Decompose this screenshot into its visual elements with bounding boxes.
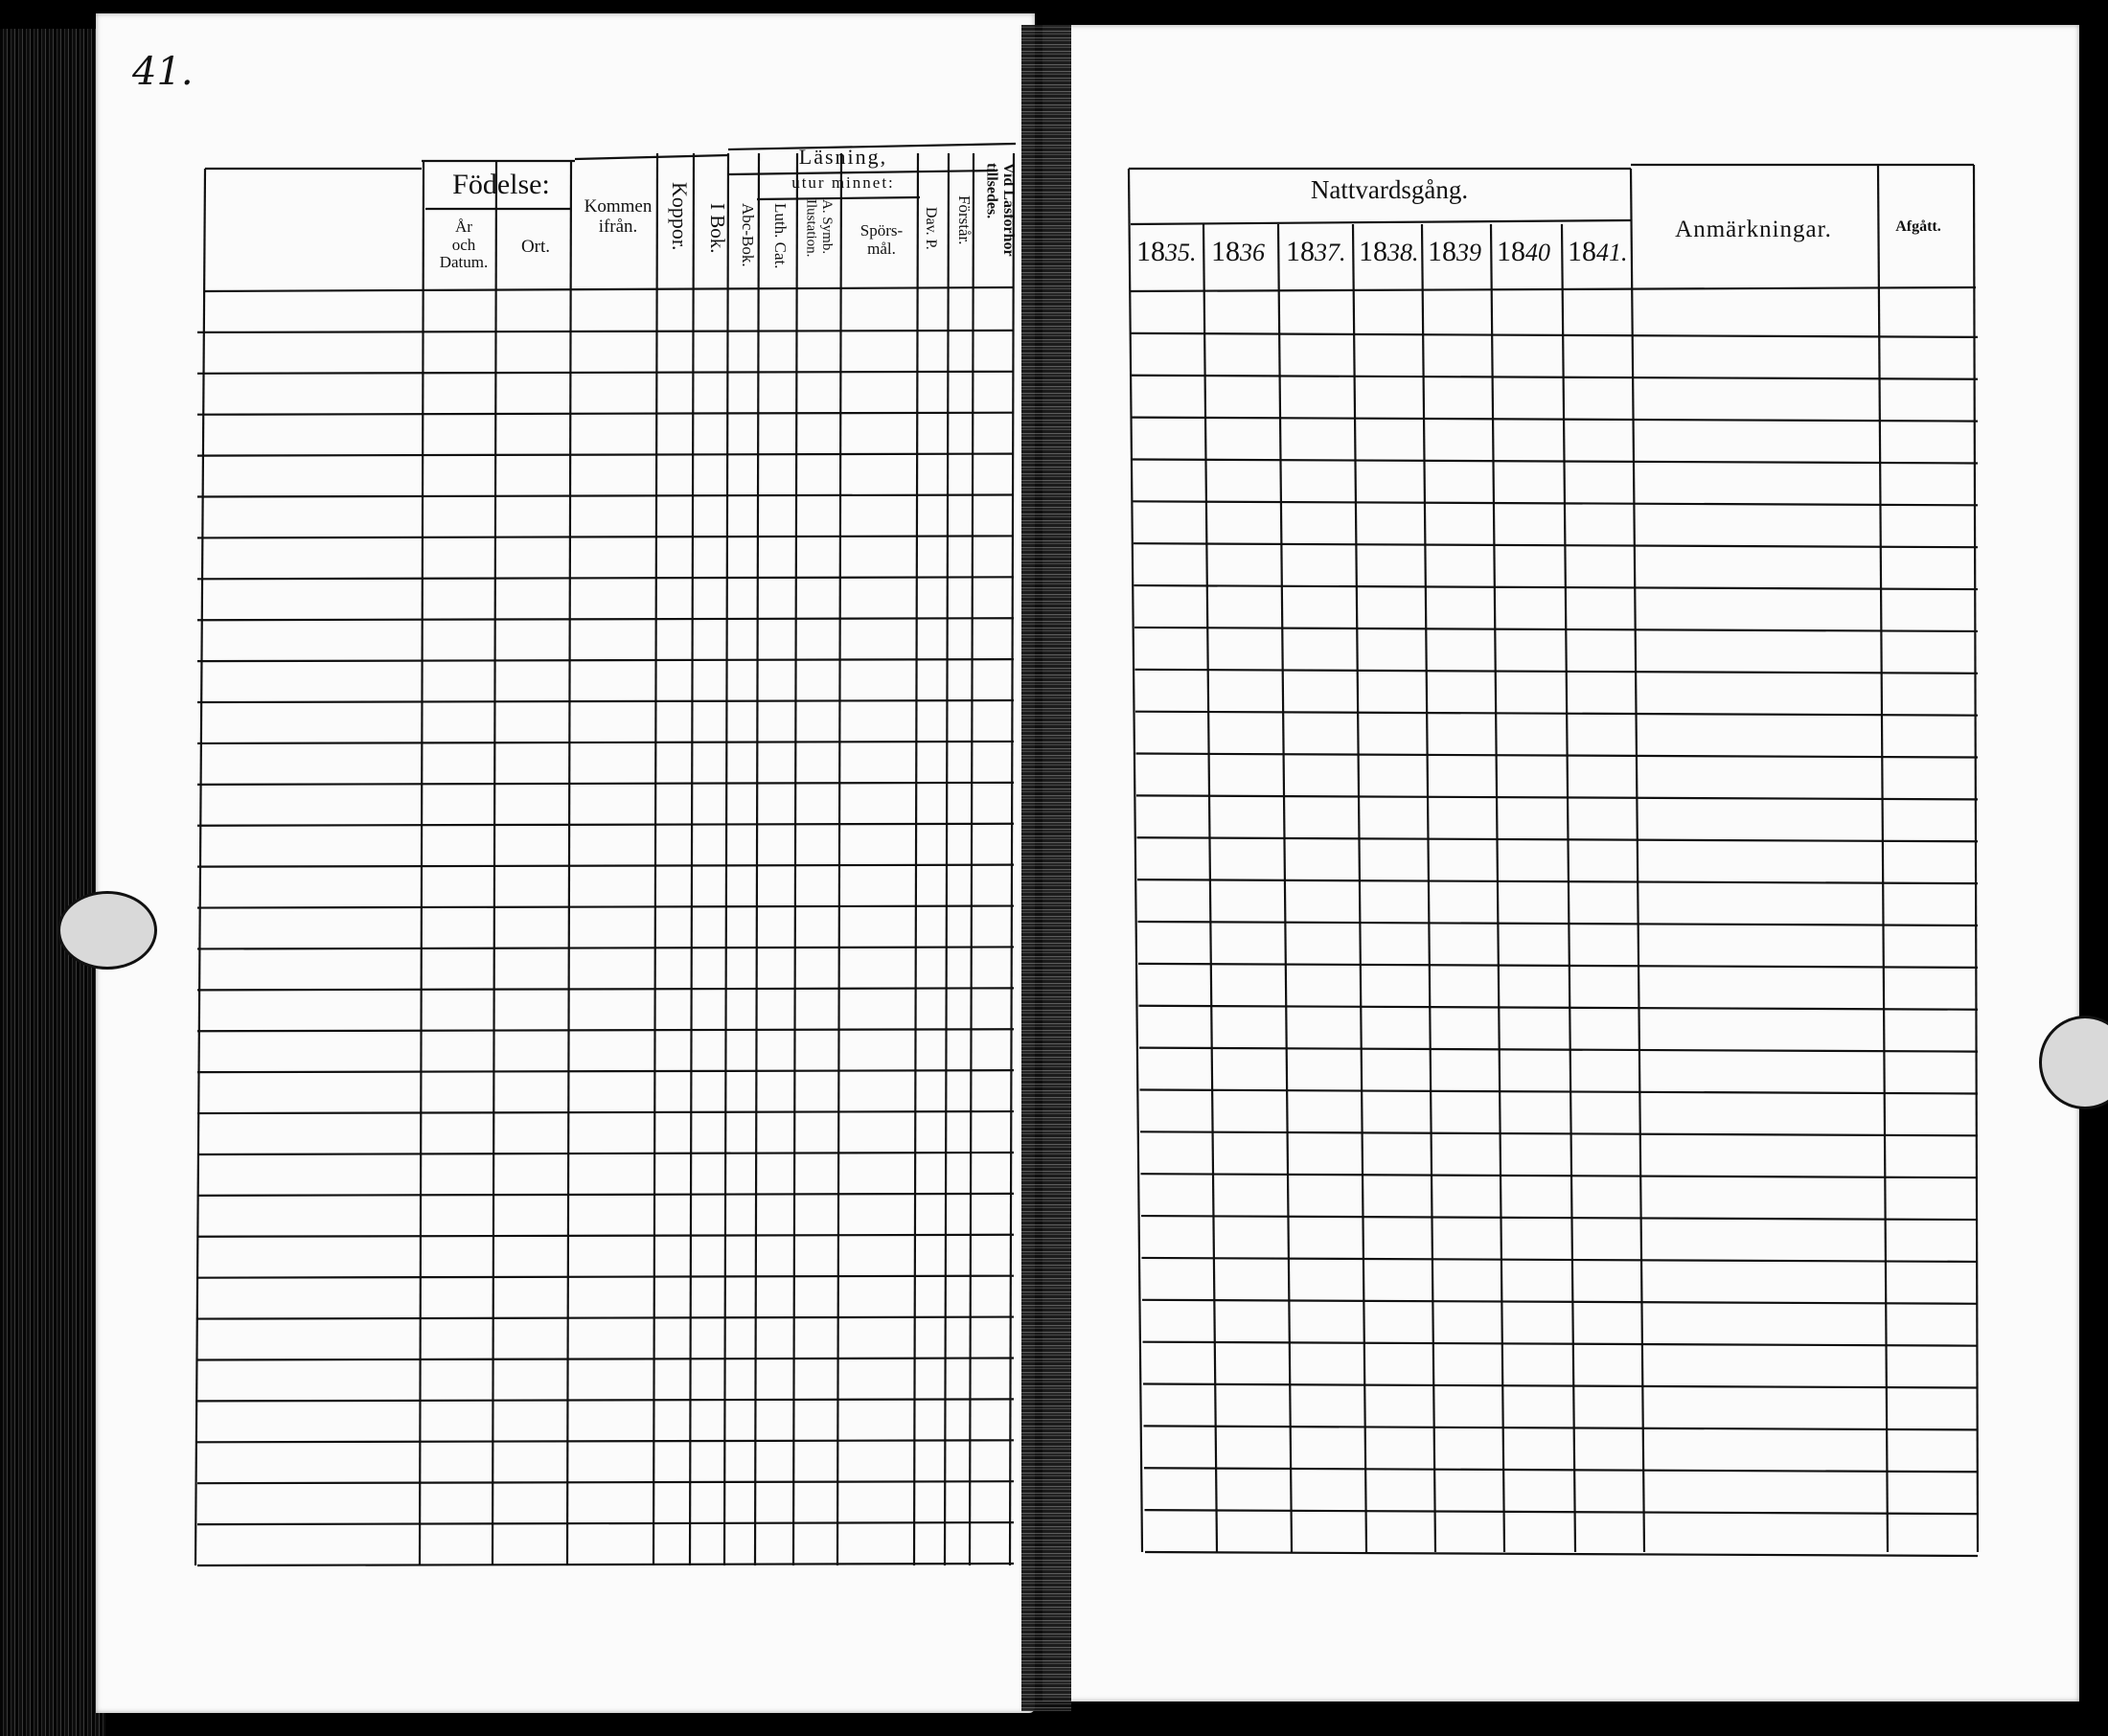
column-rule xyxy=(793,153,797,1565)
row-rule xyxy=(1134,543,1978,547)
row-rule xyxy=(1134,501,1979,505)
row-rule xyxy=(197,988,1014,990)
year-suffix: 39 xyxy=(1456,239,1481,266)
year-suffix: 40 xyxy=(1525,239,1550,266)
year-suffix: 35. xyxy=(1165,239,1197,266)
header-dav-p: Dav. P. xyxy=(923,207,939,250)
column-rule xyxy=(690,153,694,1565)
column-rule xyxy=(945,153,949,1565)
row-rule xyxy=(1142,1258,1979,1262)
row-rule xyxy=(1133,418,1979,422)
row-rule xyxy=(197,783,1014,785)
column-rule xyxy=(755,153,759,1565)
year-label xyxy=(1359,236,1419,268)
row-rule xyxy=(197,495,1014,497)
row-rule xyxy=(1143,1342,1979,1346)
header-forstar: Förstår. xyxy=(955,195,974,245)
rule-utur-minnet-under xyxy=(757,197,920,199)
row-rule xyxy=(1139,1048,1978,1052)
row-rule xyxy=(1134,585,1979,589)
column-rule xyxy=(653,153,657,1565)
year-label xyxy=(1497,236,1550,268)
year-label xyxy=(1136,236,1197,268)
row-rule xyxy=(1142,1300,1978,1304)
row-rule xyxy=(197,1522,1014,1524)
row-rule xyxy=(197,1153,1014,1154)
column-rule xyxy=(1203,224,1217,1552)
column-rule xyxy=(837,153,841,1565)
header-abc-bok: Abc-Bok. xyxy=(739,203,757,267)
row-rule xyxy=(1141,1216,1978,1220)
row-rule xyxy=(197,1194,1014,1196)
column-rule xyxy=(1422,224,1435,1552)
row-rule xyxy=(197,1111,1014,1113)
year-label xyxy=(1286,236,1346,268)
left-page-grid xyxy=(195,144,1016,1565)
row-rule xyxy=(1135,670,1979,674)
row-rule xyxy=(197,1070,1014,1072)
header-anmarkningar: Anmärkningar. xyxy=(1675,217,1832,242)
year-prefix: 18 xyxy=(1359,236,1387,267)
year-prefix: 18 xyxy=(1497,236,1525,267)
header-sporsmal: Spörs- mål. xyxy=(859,221,904,258)
row-rule xyxy=(197,1029,1014,1031)
row-rule xyxy=(197,413,1014,415)
rule-header-bottom xyxy=(205,287,1014,291)
row-rule xyxy=(1137,837,1979,841)
header-i-bok: I Bok. xyxy=(706,203,729,254)
row-rule xyxy=(1140,1131,1978,1135)
header-kommen-ifran: Kommen ifrån. xyxy=(584,196,653,237)
row-rule xyxy=(197,536,1014,537)
column-rule xyxy=(970,153,974,1565)
row-rule xyxy=(197,618,1014,620)
column-rule xyxy=(420,161,424,1565)
year-label xyxy=(1211,236,1265,268)
row-rule xyxy=(197,742,1014,743)
row-rule xyxy=(197,1399,1014,1401)
year-prefix: 18 xyxy=(1211,236,1240,267)
column-rule xyxy=(724,153,728,1565)
year-label xyxy=(1568,236,1628,268)
year-suffix: 38. xyxy=(1387,239,1419,266)
row-rule xyxy=(197,454,1014,456)
year-prefix: 18 xyxy=(1568,236,1596,267)
header-nattvardsgang: Nattvardsgång. xyxy=(1310,175,1469,204)
row-rule xyxy=(1145,1552,1978,1556)
row-rule xyxy=(1139,1006,1979,1010)
column-rule-afgatt xyxy=(1878,165,1888,1552)
row-rule xyxy=(197,372,1014,374)
right-page-grid xyxy=(1129,165,1978,1556)
header-afgatt: Afgått. xyxy=(1895,218,1941,235)
header-a-symb: A. Symb. Ilustation. xyxy=(803,199,835,258)
rule-top-mid xyxy=(575,155,728,159)
row-rule xyxy=(1136,754,1979,758)
column-rule-right-edge xyxy=(1974,165,1978,1552)
header-luth-cat: Luth. Cat. xyxy=(771,203,790,269)
column-rule xyxy=(1278,224,1292,1552)
row-rule xyxy=(197,1440,1014,1442)
row-rule xyxy=(197,1276,1014,1278)
row-rule xyxy=(1138,922,1979,925)
row-rule xyxy=(1138,964,1978,968)
year-label xyxy=(1428,236,1481,268)
row-rule xyxy=(197,577,1014,579)
row-rule xyxy=(1144,1468,1978,1472)
row-rule xyxy=(1140,1089,1979,1093)
row-rule xyxy=(197,1358,1014,1359)
year-prefix: 18 xyxy=(1428,236,1456,267)
row-rule xyxy=(197,1564,1014,1565)
year-suffix: 37. xyxy=(1315,239,1346,266)
year-suffix: 36 xyxy=(1240,239,1265,266)
row-rule xyxy=(197,906,1014,908)
row-rule xyxy=(197,1481,1014,1483)
row-rule xyxy=(1137,879,1978,883)
rule-header-bottom-right xyxy=(1131,287,1976,291)
column-rule xyxy=(1010,153,1014,1565)
row-rule xyxy=(197,659,1014,661)
column-rule xyxy=(1491,224,1504,1552)
header-ar-och-datum: År och Datum. xyxy=(439,217,489,272)
row-rule xyxy=(1132,333,1979,337)
header-koppor: Koppor. xyxy=(668,182,692,251)
header-fodelse: Födelse: xyxy=(452,169,550,200)
row-rule xyxy=(197,331,1014,332)
row-rule xyxy=(197,700,1014,702)
row-rule xyxy=(197,865,1014,867)
row-rule xyxy=(197,1317,1014,1319)
rule-nattvard-under xyxy=(1131,220,1631,224)
folio-number: 41. xyxy=(132,50,194,94)
year-prefix: 18 xyxy=(1136,236,1165,267)
year-suffix: 41. xyxy=(1596,239,1628,266)
header-lasning: Läsning, xyxy=(798,145,888,169)
row-rule xyxy=(1133,459,1978,463)
header-utur-minnet: utur minnet: xyxy=(791,173,895,192)
column-rule xyxy=(1562,224,1575,1552)
row-rule xyxy=(1141,1174,1979,1177)
row-rule xyxy=(1143,1384,1978,1388)
row-rule xyxy=(1144,1426,1979,1429)
column-rule xyxy=(914,153,918,1565)
column-rule xyxy=(1353,224,1366,1552)
row-rule xyxy=(197,824,1014,826)
row-rule xyxy=(1145,1510,1979,1514)
row-rule xyxy=(197,1235,1014,1237)
year-prefix: 18 xyxy=(1286,236,1315,267)
header-ort: Ort. xyxy=(520,237,551,257)
row-rule xyxy=(1132,376,1978,379)
header-vid-lasforhor: Vid Läsförhör tillsedes. xyxy=(983,163,1018,257)
row-rule xyxy=(1135,712,1978,716)
row-rule xyxy=(197,947,1014,948)
row-rule xyxy=(1134,628,1978,631)
column-rule xyxy=(493,161,496,1565)
row-rule xyxy=(1136,795,1978,799)
